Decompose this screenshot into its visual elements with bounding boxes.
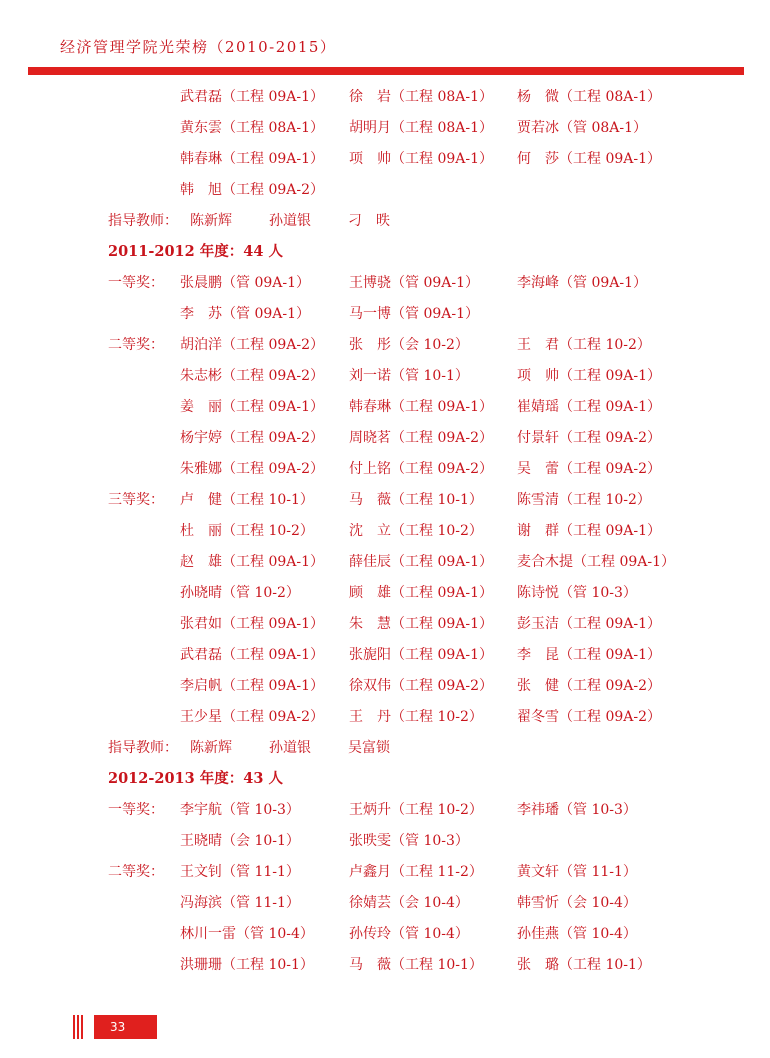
awardee-name: 韩 旭（工程 09A-2） [180, 182, 325, 198]
advisor-label: 指导教师： [108, 740, 178, 756]
award-row [0, 613, 770, 635]
awardee-name: 马 薇（工程 10-1） [349, 492, 483, 508]
awardee-name: 崔婧瑶（工程 09A-1） [517, 399, 662, 415]
awardee-name: 孙晓晴（管 10-2） [180, 585, 300, 601]
awardee-name: 韩春琳（工程 09A-1） [349, 399, 494, 415]
awardee-name: 李 苏（管 09A-1） [180, 306, 311, 322]
awardee-name: 韩雪忻（会 10-4） [517, 895, 637, 911]
awardee-name: 付景轩（工程 09A-2） [517, 430, 662, 446]
awardee-name: 朱志彬（工程 09A-2） [180, 368, 325, 384]
awardee-name: 贾若冰（管 08A-1） [517, 120, 648, 136]
awardee-name: 王晓晴（会 10-1） [180, 833, 300, 849]
award-level-label: 一等奖： [108, 802, 164, 818]
advisor-name: 孙道银 [269, 740, 311, 756]
awardee-name: 王 丹（工程 10-2） [349, 709, 483, 725]
awardee-name: 孙传玲（管 10-4） [349, 926, 469, 942]
awardee-name: 朱 慧（工程 09A-1） [349, 616, 494, 632]
awardee-name: 胡泊洋（工程 09A-2） [180, 337, 325, 353]
awardee-name: 杨 微（工程 08A-1） [517, 89, 662, 105]
award-row [0, 582, 770, 604]
awardee-name: 王文钊（管 11-1） [180, 864, 300, 880]
awardee-name: 顾 雄（工程 09A-1） [349, 585, 494, 601]
year-heading: 2011-2012 年度：44 人 [108, 243, 284, 260]
awardee-name: 张昳雯（管 10-3） [349, 833, 469, 849]
awardee-name: 李宇航（管 10-3） [180, 802, 300, 818]
awardee-name: 刘一诺（管 10-1） [349, 368, 469, 384]
page-header-title: 经济管理学院光荣榜（2010-2015） [60, 38, 337, 56]
page-number: 33 [94, 1015, 157, 1039]
award-row [0, 892, 770, 914]
awardee-name: 徐婧芸（会 10-4） [349, 895, 469, 911]
awardee-name: 彭玉洁（工程 09A-1） [517, 616, 662, 632]
awardee-name: 姜 丽（工程 09A-1） [180, 399, 325, 415]
awardee-name: 薛佳辰（工程 09A-1） [349, 554, 494, 570]
awardee-name: 黄东雲（工程 08A-1） [180, 120, 325, 136]
awardee-name: 张君如（工程 09A-1） [180, 616, 325, 632]
award-level-label: 二等奖： [108, 864, 164, 880]
year-heading-row [0, 768, 770, 790]
award-level-label: 三等奖： [108, 492, 164, 508]
award-row [0, 179, 770, 201]
award-row [0, 799, 770, 821]
awardee-name: 付上铭（工程 09A-2） [349, 461, 494, 477]
award-row [0, 396, 770, 418]
advisor-label: 指导教师： [108, 213, 178, 229]
award-row [0, 117, 770, 139]
awardee-name: 马 薇（工程 10-1） [349, 957, 483, 973]
awardee-name: 王 君（工程 10-2） [517, 337, 651, 353]
awardee-name: 卢鑫月（工程 11-2） [349, 864, 483, 880]
award-row [0, 706, 770, 728]
year-heading-row [0, 241, 770, 263]
advisor-name: 陈新辉 [190, 740, 232, 756]
award-level-label: 一等奖： [108, 275, 164, 291]
awardee-name: 马一博（管 09A-1） [349, 306, 480, 322]
year-heading: 2012-2013 年度：43 人 [108, 770, 284, 787]
award-row [0, 520, 770, 542]
award-row [0, 303, 770, 325]
awardee-name: 陈诗悦（管 10-3） [517, 585, 637, 601]
awardee-name: 周晓茗（工程 09A-2） [349, 430, 494, 446]
awardee-name: 李祎璠（管 10-3） [517, 802, 637, 818]
awardee-name: 冯海滨（管 11-1） [180, 895, 300, 911]
awardee-name: 胡明月（工程 08A-1） [349, 120, 494, 136]
awardee-name: 赵 雄（工程 09A-1） [180, 554, 325, 570]
awardee-name: 吴 蕾（工程 09A-2） [517, 461, 662, 477]
awardee-name: 洪珊珊（工程 10-1） [180, 957, 314, 973]
award-row [0, 830, 770, 852]
award-row [0, 86, 770, 108]
awardee-name: 张晨鹏（管 09A-1） [180, 275, 311, 291]
award-row [0, 148, 770, 170]
awardee-name: 杨宇婷（工程 09A-2） [180, 430, 325, 446]
awardee-name: 张 彤（会 10-2） [349, 337, 469, 353]
footer-stripes [73, 1015, 85, 1039]
awardee-name: 李 昆（工程 09A-1） [517, 647, 662, 663]
award-level-label: 二等奖： [108, 337, 164, 353]
advisor-name: 吴富锁 [348, 740, 390, 756]
awardee-name: 杜 丽（工程 10-2） [180, 523, 314, 539]
advisor-name: 刁 昳 [348, 213, 390, 229]
award-row [0, 489, 770, 511]
awardee-name: 韩春琳（工程 09A-1） [180, 151, 325, 167]
award-row [0, 334, 770, 356]
advisor-name: 孙道银 [269, 213, 311, 229]
awardee-name: 何 莎（工程 09A-1） [517, 151, 662, 167]
awardee-name: 朱雅娜（工程 09A-2） [180, 461, 325, 477]
awardee-name: 王炳升（工程 10-2） [349, 802, 483, 818]
advisor-row [0, 210, 770, 232]
award-row [0, 954, 770, 976]
awardee-name: 沈 立（工程 10-2） [349, 523, 483, 539]
awardee-name: 孙佳燕（管 10-4） [517, 926, 637, 942]
award-row [0, 365, 770, 387]
awardee-name: 林川一雷（管 10-4） [180, 926, 314, 942]
award-row [0, 551, 770, 573]
advisor-name: 陈新辉 [190, 213, 232, 229]
awardee-name: 王少星（工程 09A-2） [180, 709, 325, 725]
awardee-name: 武君磊（工程 09A-1） [180, 647, 325, 663]
awardee-name: 武君磊（工程 09A-1） [180, 89, 325, 105]
awardee-name: 王博骁（管 09A-1） [349, 275, 480, 291]
awardee-name: 黄文轩（管 11-1） [517, 864, 637, 880]
award-row [0, 427, 770, 449]
award-row [0, 644, 770, 666]
awardee-name: 李启帆（工程 09A-1） [180, 678, 325, 694]
awardee-name: 徐 岩（工程 08A-1） [349, 89, 494, 105]
awardee-name: 徐双伟（工程 09A-2） [349, 678, 494, 694]
awardee-name: 张 健（工程 09A-2） [517, 678, 662, 694]
award-row [0, 272, 770, 294]
awardee-name: 李海峰（管 09A-1） [517, 275, 648, 291]
awardee-name: 张 璐（工程 10-1） [517, 957, 651, 973]
awardee-name: 项 帅（工程 09A-1） [517, 368, 662, 384]
award-row [0, 923, 770, 945]
awardee-name: 项 帅（工程 09A-1） [349, 151, 494, 167]
awardee-name: 卢 健（工程 10-1） [180, 492, 314, 508]
awardee-name: 陈雪清（工程 10-2） [517, 492, 651, 508]
award-row [0, 861, 770, 883]
advisor-row [0, 737, 770, 759]
awardee-name: 麦合木提（工程 09A-1） [517, 554, 676, 570]
awardee-name: 谢 群（工程 09A-1） [517, 523, 662, 539]
awardee-name: 张旎阳（工程 09A-1） [349, 647, 494, 663]
award-row [0, 458, 770, 480]
awardee-name: 翟冬雪（工程 09A-2） [517, 709, 662, 725]
award-row [0, 675, 770, 697]
